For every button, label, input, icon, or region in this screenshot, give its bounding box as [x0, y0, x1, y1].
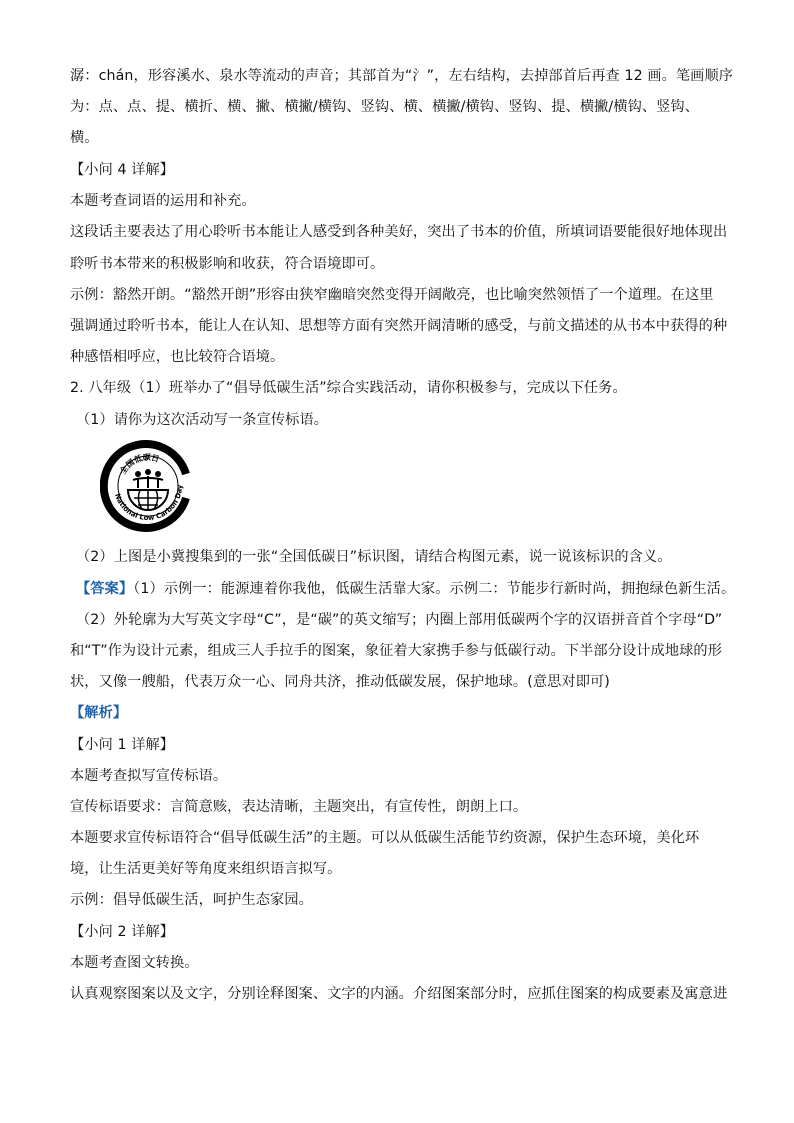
- text-line: 本题考查图文转换。: [70, 955, 199, 971]
- analysis-line: [70, 703, 127, 723]
- text-line: （2）外轮廓为大写英文字母“C”，是“碳”的英文缩写；内圈上部用低碳两个字的汉语拼音首个字母“D”: [76, 612, 723, 628]
- text-line: 潺：chán，形容溪水、泉水等流动的声音；其部首为“氵”，左右结构，去掉部首后再查 12 画。笔画顺序: [70, 68, 734, 84]
- text-line: 为：点、点、提、横折、横、撇、横撇/横钩、竖钩、横、横撇/横钩、竖钩、提、横撇/横钩、竖钩、: [70, 99, 700, 115]
- answer-label: 【答案】: [76, 581, 134, 597]
- text-line: 状，又像一艘船，代表万众一心、同舟共济，推动低碳发展，保护地球。(意思对即可): [70, 674, 610, 690]
- text-line: 本题考查拟写宣传标语。: [70, 768, 228, 784]
- text-line: 示例：倡导低碳生活，呵护生态家园。: [70, 892, 313, 908]
- logo-top-text: 全国低碳日: [118, 452, 161, 476]
- logo-ring-text: National Low Carbon Day: [113, 484, 185, 523]
- text-line: 和“T”作为设计元素，组成三人手拉手的图案，象征着大家携手参与低碳行动。下半部分设计成地球的形: [70, 643, 723, 659]
- text-line: 本题考查词语的运用和补充。: [70, 193, 256, 209]
- text-line: 聆听书本带来的积极影响和收获，符合语境即可。: [70, 256, 385, 272]
- low-carbon-day-logo: [100, 438, 196, 534]
- section-heading: 【小问 2 详解】: [70, 924, 175, 940]
- section-heading: 【小问 4 详解】: [70, 162, 175, 178]
- text-line: 境，让生活更美好等角度来组织语言拟写。: [70, 861, 342, 877]
- section-heading: 【小问 1 详解】: [70, 737, 175, 753]
- text-line: 认真观察图案以及文字，分别诠释图案、文字的内涵。介绍图案部分时，应抓住图案的构成要素及寓意进: [70, 986, 728, 1002]
- sub-question-1: （1）请你为这次活动写一条宣传标语。: [76, 412, 329, 428]
- answer-text: （1）示例一：能源連着你我他，低碳生活靠大家。示例二：节能步行新时尚，拥抱绿色新生活。: [133, 581, 736, 597]
- text-line: 示例：豁然开朗。“豁然开朗”形容由狭窄幽暗突然变得开阔敞亮，也比喻突然领悟了一个道理。在这里: [70, 287, 714, 303]
- question-2: 2. 八年级（1）班举办了“倡导低碳生活”综合实践活动，请你积极参与，完成以下任务。: [70, 380, 627, 396]
- sub-question-2: （2）上图是小冀搜集到的一张“全国低碳日”标识图，请结合构图元素，说一说该标识的含义。: [76, 549, 672, 565]
- answer-line: [76, 579, 735, 599]
- text-line: 这段话主要表达了用心聆听书本能让人感受到各种美好，突出了书本的价值，所填词语要能很好地体现出: [70, 224, 728, 240]
- analysis-label: 【解析】: [70, 705, 128, 721]
- text-line: 强调通过聆听书本，能让人在认知、思想等方面有突然开阔清晰的感受，与前文描述的从书本中获得的种: [70, 318, 728, 334]
- text-line: 宣传标语要求：言简意赅，表达清晰，主题突出，有宣传性，朗朗上口。: [70, 799, 528, 815]
- text-line: 本题要求宣传标语符合“倡导低碳生活”的主题。可以从低碳生活能节约资源，保护生态环境，美化环: [70, 830, 700, 846]
- text-line: 种感悟相呼应，也比较符合语境。: [70, 349, 285, 365]
- text-line: 横。: [70, 130, 99, 146]
